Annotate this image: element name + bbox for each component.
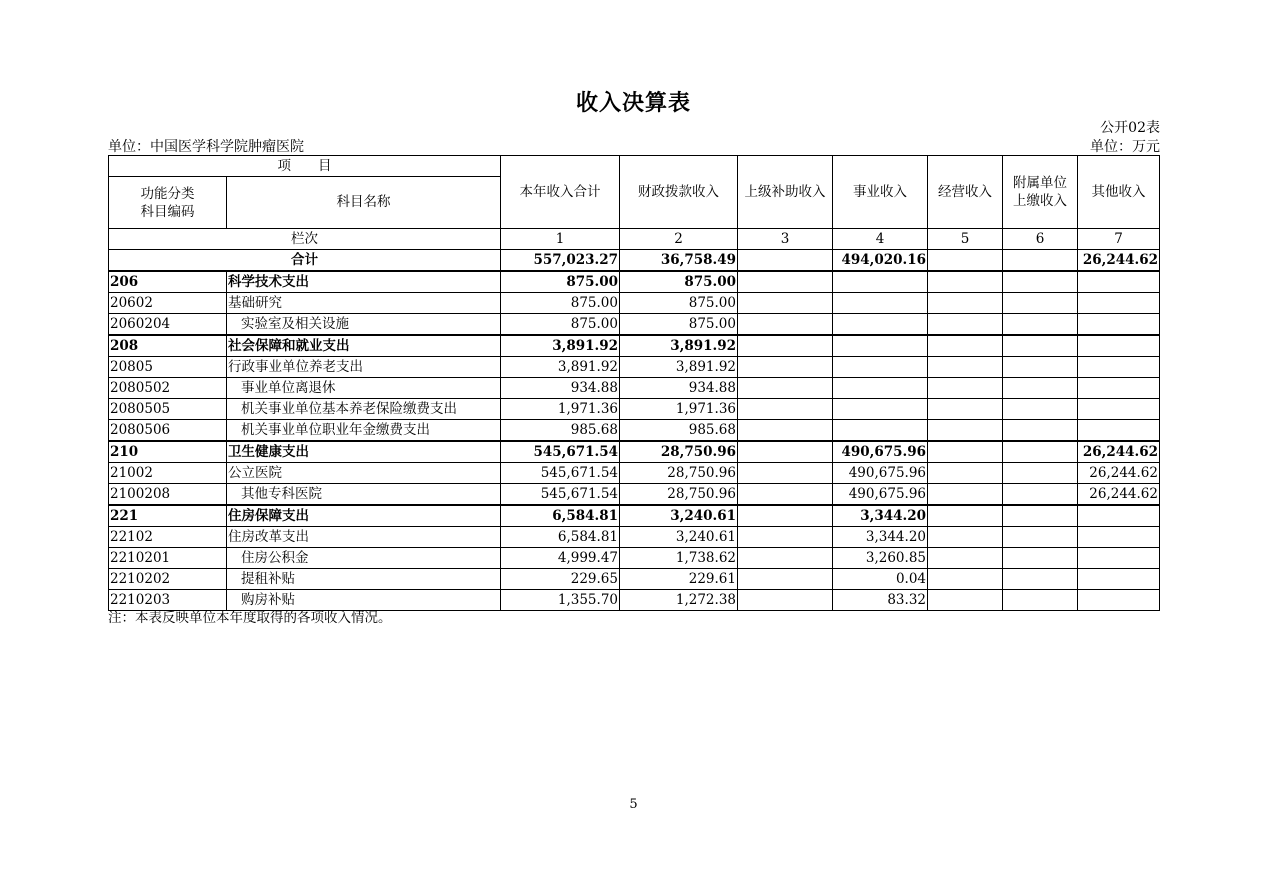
row-total-income: 545,671.54	[501, 484, 620, 506]
row-fiscal-appropriation: 1,272.38	[620, 590, 738, 611]
column-number-label: 栏次	[109, 229, 501, 250]
header-business-income: 事业收入	[833, 156, 928, 229]
row-total-income: 985.68	[501, 420, 620, 442]
table-row	[109, 335, 1160, 357]
row-code: 2210202	[109, 569, 227, 590]
row-total-income: 934.88	[501, 378, 620, 399]
row-superior-subsidy	[738, 463, 833, 484]
row-fiscal-appropriation: 3,240.61	[620, 505, 738, 527]
row-name: 机关事业单位基本养老保险缴费支出	[227, 399, 501, 420]
table-row	[109, 569, 1160, 590]
row-business-income	[833, 314, 928, 336]
total-c4: 494,020.16	[833, 250, 928, 272]
table-note: 注：本表反映单位本年度取得的各项收入情况。	[108, 610, 392, 626]
income-table	[108, 155, 1160, 611]
row-total-income: 545,671.54	[501, 441, 620, 463]
total-row	[109, 250, 1160, 272]
row-code: 2210203	[109, 590, 227, 611]
row-operating-income	[928, 463, 1003, 484]
row-fiscal-appropriation: 1,738.62	[620, 548, 738, 569]
row-business-income: 3,344.20	[833, 527, 928, 548]
row-other-income: 26,244.62	[1078, 484, 1160, 506]
table-row	[109, 357, 1160, 378]
row-superior-subsidy	[738, 527, 833, 548]
column-number-row	[109, 229, 1160, 250]
row-superior-subsidy	[738, 548, 833, 569]
row-other-income	[1078, 420, 1160, 442]
row-business-income	[833, 378, 928, 399]
row-name: 机关事业单位职业年金缴费支出	[227, 420, 501, 442]
row-total-income: 545,671.54	[501, 463, 620, 484]
row-business-income: 490,675.96	[833, 463, 928, 484]
row-code: 2080505	[109, 399, 227, 420]
row-code: 2100208	[109, 484, 227, 506]
row-affiliated-income	[1003, 399, 1078, 420]
column-number-6: 6	[1003, 229, 1078, 250]
row-operating-income	[928, 527, 1003, 548]
header-name: 科目名称	[227, 177, 501, 229]
row-name: 实验室及相关设施	[227, 314, 501, 336]
row-affiliated-income	[1003, 314, 1078, 336]
row-other-income	[1078, 590, 1160, 611]
row-other-income: 26,244.62	[1078, 441, 1160, 463]
row-business-income: 0.04	[833, 569, 928, 590]
row-superior-subsidy	[738, 335, 833, 357]
row-other-income	[1078, 378, 1160, 399]
row-superior-subsidy	[738, 569, 833, 590]
row-code: 2080506	[109, 420, 227, 442]
row-fiscal-appropriation: 3,891.92	[620, 335, 738, 357]
column-number-4: 4	[833, 229, 928, 250]
page-number: 5	[629, 797, 638, 812]
row-other-income	[1078, 399, 1160, 420]
row-name: 购房补贴	[227, 590, 501, 611]
row-superior-subsidy	[738, 378, 833, 399]
row-business-income: 3,260.85	[833, 548, 928, 569]
table-row	[109, 484, 1160, 506]
row-operating-income	[928, 569, 1003, 590]
table-row	[109, 441, 1160, 463]
row-affiliated-income	[1003, 420, 1078, 442]
row-fiscal-appropriation: 229.61	[620, 569, 738, 590]
row-affiliated-income	[1003, 293, 1078, 314]
row-fiscal-appropriation: 985.68	[620, 420, 738, 442]
row-other-income	[1078, 548, 1160, 569]
row-superior-subsidy	[738, 590, 833, 611]
form-number: 公开02表	[1100, 120, 1160, 136]
row-code: 21002	[109, 463, 227, 484]
table-row	[109, 463, 1160, 484]
header-fiscal-appropriation: 财政拨款收入	[620, 156, 738, 229]
table-row	[109, 271, 1160, 293]
header-operating-income: 经营收入	[928, 156, 1003, 229]
row-fiscal-appropriation: 1,971.36	[620, 399, 738, 420]
row-total-income: 6,584.81	[501, 505, 620, 527]
row-operating-income	[928, 441, 1003, 463]
row-name: 社会保障和就业支出	[227, 335, 501, 357]
row-code: 2080502	[109, 378, 227, 399]
header-item: 项 目	[109, 156, 501, 177]
row-affiliated-income	[1003, 335, 1078, 357]
table-row	[109, 505, 1160, 527]
row-fiscal-appropriation: 3,891.92	[620, 357, 738, 378]
column-number-5: 5	[928, 229, 1003, 250]
row-operating-income	[928, 293, 1003, 314]
row-total-income: 229.65	[501, 569, 620, 590]
row-name: 住房公积金	[227, 548, 501, 569]
row-operating-income	[928, 399, 1003, 420]
row-affiliated-income	[1003, 590, 1078, 611]
row-name: 提租补贴	[227, 569, 501, 590]
row-operating-income	[928, 314, 1003, 336]
row-name: 行政事业单位养老支出	[227, 357, 501, 378]
row-name: 科学技术支出	[227, 271, 501, 293]
row-business-income: 83.32	[833, 590, 928, 611]
total-c2: 36,758.49	[620, 250, 738, 272]
row-other-income	[1078, 335, 1160, 357]
row-superior-subsidy	[738, 293, 833, 314]
row-superior-subsidy	[738, 271, 833, 293]
row-fiscal-appropriation: 28,750.96	[620, 441, 738, 463]
row-operating-income	[928, 590, 1003, 611]
row-code: 221	[109, 505, 227, 527]
row-other-income	[1078, 293, 1160, 314]
row-name: 基础研究	[227, 293, 501, 314]
table-row	[109, 420, 1160, 442]
row-name: 住房保障支出	[227, 505, 501, 527]
row-other-income	[1078, 505, 1160, 527]
page-title: 收入决算表	[575, 90, 691, 116]
column-number-1: 1	[501, 229, 620, 250]
column-number-2: 2	[620, 229, 738, 250]
row-superior-subsidy	[738, 420, 833, 442]
row-superior-subsidy	[738, 357, 833, 378]
row-code: 22102	[109, 527, 227, 548]
table-row	[109, 378, 1160, 399]
row-affiliated-income	[1003, 357, 1078, 378]
row-name: 住房改革支出	[227, 527, 501, 548]
row-other-income: 26,244.62	[1078, 463, 1160, 484]
row-fiscal-appropriation: 875.00	[620, 314, 738, 336]
row-operating-income	[928, 271, 1003, 293]
row-code: 208	[109, 335, 227, 357]
row-operating-income	[928, 420, 1003, 442]
row-name: 公立医院	[227, 463, 501, 484]
table-row	[109, 548, 1160, 569]
row-fiscal-appropriation: 3,240.61	[620, 527, 738, 548]
header-superior-subsidy: 上级补助收入	[738, 156, 833, 229]
row-code: 20602	[109, 293, 227, 314]
row-business-income	[833, 271, 928, 293]
row-code: 210	[109, 441, 227, 463]
total-c7: 26,244.62	[1078, 250, 1160, 272]
row-operating-income	[928, 484, 1003, 506]
row-total-income: 1,971.36	[501, 399, 620, 420]
row-other-income	[1078, 357, 1160, 378]
row-fiscal-appropriation: 28,750.96	[620, 463, 738, 484]
row-fiscal-appropriation: 875.00	[620, 271, 738, 293]
row-business-income: 490,675.96	[833, 441, 928, 463]
row-affiliated-income	[1003, 463, 1078, 484]
header-other-income: 其他收入	[1078, 156, 1160, 229]
row-business-income	[833, 399, 928, 420]
row-affiliated-income	[1003, 441, 1078, 463]
row-fiscal-appropriation: 934.88	[620, 378, 738, 399]
row-name: 卫生健康支出	[227, 441, 501, 463]
row-other-income	[1078, 271, 1160, 293]
row-code: 20805	[109, 357, 227, 378]
row-business-income: 490,675.96	[833, 484, 928, 506]
row-business-income: 3,344.20	[833, 505, 928, 527]
row-business-income	[833, 420, 928, 442]
total-c1: 557,023.27	[501, 250, 620, 272]
header-total-income: 本年收入合计	[501, 156, 620, 229]
row-name: 事业单位离退休	[227, 378, 501, 399]
row-superior-subsidy	[738, 314, 833, 336]
row-superior-subsidy	[738, 484, 833, 506]
table-row	[109, 314, 1160, 336]
row-total-income: 875.00	[501, 314, 620, 336]
row-other-income	[1078, 527, 1160, 548]
row-business-income	[833, 335, 928, 357]
row-total-income: 3,891.92	[501, 357, 620, 378]
header-row-1	[109, 156, 1160, 177]
row-affiliated-income	[1003, 569, 1078, 590]
total-c6	[1003, 250, 1078, 272]
row-fiscal-appropriation: 875.00	[620, 293, 738, 314]
row-operating-income	[928, 378, 1003, 399]
row-superior-subsidy	[738, 505, 833, 527]
reporting-unit: 单位：中国医学科学院肿瘤医院	[108, 139, 304, 155]
row-code: 2210201	[109, 548, 227, 569]
row-code: 206	[109, 271, 227, 293]
table-row	[109, 399, 1160, 420]
row-affiliated-income	[1003, 548, 1078, 569]
total-c3	[738, 250, 833, 272]
row-other-income	[1078, 314, 1160, 336]
row-total-income: 875.00	[501, 271, 620, 293]
row-affiliated-income	[1003, 505, 1078, 527]
row-fiscal-appropriation: 28,750.96	[620, 484, 738, 506]
row-total-income: 6,584.81	[501, 527, 620, 548]
row-business-income	[833, 357, 928, 378]
row-total-income: 3,891.92	[501, 335, 620, 357]
row-operating-income	[928, 548, 1003, 569]
row-affiliated-income	[1003, 484, 1078, 506]
header-code: 功能分类 科目编码	[109, 177, 227, 229]
row-operating-income	[928, 505, 1003, 527]
row-code: 2060204	[109, 314, 227, 336]
row-superior-subsidy	[738, 399, 833, 420]
column-number-7: 7	[1078, 229, 1160, 250]
header-affiliated-income: 附属单位 上缴收入	[1003, 156, 1078, 229]
row-business-income	[833, 293, 928, 314]
table-row	[109, 527, 1160, 548]
row-name: 其他专科医院	[227, 484, 501, 506]
total-label: 合计	[109, 250, 501, 272]
row-total-income: 4,999.47	[501, 548, 620, 569]
row-other-income	[1078, 569, 1160, 590]
table-row	[109, 293, 1160, 314]
column-number-3: 3	[738, 229, 833, 250]
row-operating-income	[928, 357, 1003, 378]
row-operating-income	[928, 335, 1003, 357]
currency-unit: 单位：万元	[1090, 139, 1160, 155]
row-superior-subsidy	[738, 441, 833, 463]
total-c5	[928, 250, 1003, 272]
row-total-income: 1,355.70	[501, 590, 620, 611]
row-affiliated-income	[1003, 527, 1078, 548]
row-total-income: 875.00	[501, 293, 620, 314]
row-affiliated-income	[1003, 378, 1078, 399]
row-affiliated-income	[1003, 271, 1078, 293]
